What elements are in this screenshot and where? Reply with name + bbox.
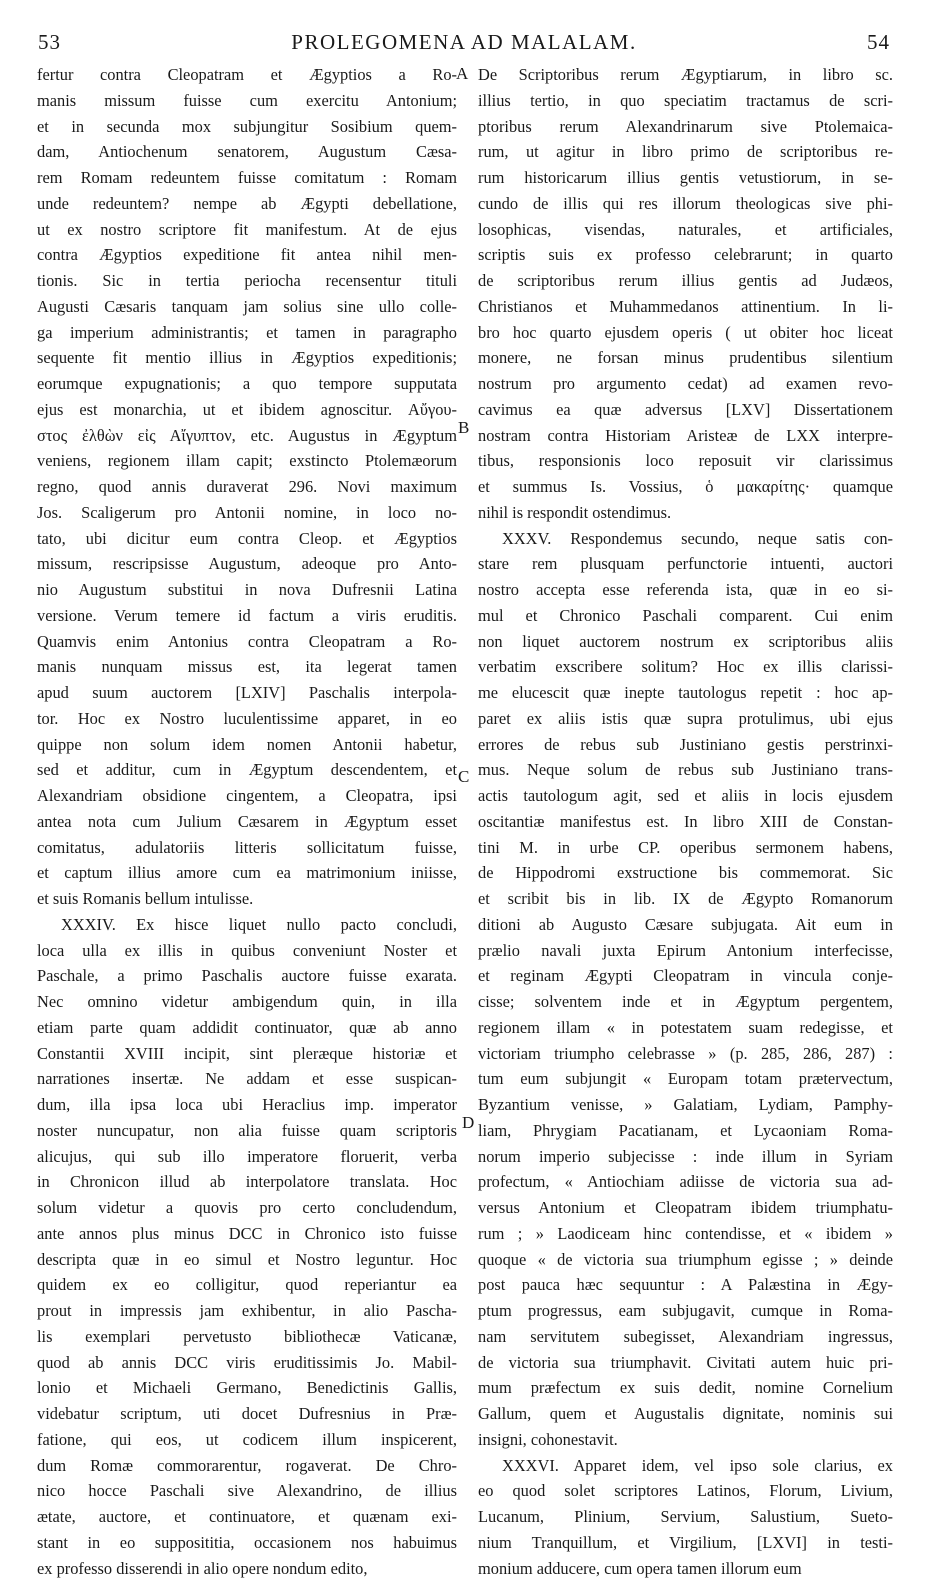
text-line: de scriptoribus rerum illius gentis ad Judæos, [478, 268, 893, 294]
text-line: dum, illa ipsa loca ubi Heraclius imp. imperator [37, 1092, 457, 1118]
text-line: nostro accepta esse referenda ista, quæ in eo si- [478, 577, 893, 603]
text-line: liam, Phrygiam Pacatianam, et Lycaoniam Roma- [478, 1118, 893, 1144]
right-page-number: 54 [867, 30, 890, 55]
text-line: regno, quod annis duraverat 296. Novi maximum [37, 474, 457, 500]
text-line: unde redeuntem? nempe ab Ægypti debellatione, [37, 191, 457, 217]
page-header [38, 30, 890, 60]
text-line: ejus est monarchia, ut et ibidem agnoscitur. Αὔγου- [37, 397, 457, 423]
text-line: comitatus, adulatoriis litteris sollicitatum fuisse, [37, 835, 457, 861]
section-marker-d: D [462, 1113, 474, 1133]
text-line: tum eum subjungit « Europam totam prætervectum, [478, 1066, 893, 1092]
text-line: bro hoc quarto ejusdem operis ( ut obiter hoc liceat [478, 320, 893, 346]
text-line: de Hippodromi exstructione bis commemorat. Sic [478, 860, 893, 886]
text-line: Nec omnino videtur ambigendum quin, in illa [37, 989, 457, 1015]
text-line: stant in eo supposititia, occasionem nos habuimus [37, 1530, 457, 1556]
section-marker-c: C [458, 767, 469, 787]
text-line: paret ex aliis istis quæ supra protulimus, ubi ejus [478, 706, 893, 732]
text-line: Quamvis enim Antonius contra Cleopatram a Ro- [37, 629, 457, 655]
left-page-number: 53 [38, 30, 61, 55]
text-line: ga imperium administrantis; et tamen in paragrapho [37, 320, 457, 346]
left-column [37, 62, 457, 1581]
text-line: illius tertio, in quo speciatim tractamus de scri- [478, 88, 893, 114]
text-line: rum historicarum illius gentis vetustiorum, in se- [478, 165, 893, 191]
text-line: norum imperio subjecisse : inde illum in Syriam [478, 1144, 893, 1170]
text-line: manis missum fuisse cum exercitu Antonium; [37, 88, 457, 114]
text-line: apud suum auctorem [LXIV] Paschalis interpola- [37, 680, 457, 706]
text-line: XXXIV. Ex hisce liquet nullo pacto concludi, [37, 912, 457, 938]
text-line: et suis Romanis bellum intulisse. [37, 886, 457, 912]
text-line: in Chronicon illud ab interpolatore translata. Hoc [37, 1169, 457, 1195]
text-line: tionis. Sic in tertia periocha recensentur tituli [37, 268, 457, 294]
text-line: scriptis suis ex professo celebrarunt; in quarto [478, 242, 893, 268]
text-line: et in secunda mox subjungitur Sosibium quem- [37, 114, 457, 140]
text-line: post pauca hæc sequuntur : A Palæstina in Ægy- [478, 1272, 893, 1298]
text-line: ditioni ab Augusto Cæsare subjugata. Ait eum in [478, 912, 893, 938]
text-line: Augusti Cæsaris tanquam jam solius sine ullo colle- [37, 294, 457, 320]
text-line: nostrum pro argumento cedat) ad examen revo- [478, 371, 893, 397]
text-line: mus. Neque solum de rebus sub Justiniano trans- [478, 757, 893, 783]
text-line: cavimus ea quæ adversus [LXV] Dissertationem [478, 397, 893, 423]
text-line: missum, rescripsisse Augustum, adeoque pro Anto- [37, 551, 457, 577]
text-line: quippe non solum idem nomen Antonii habetur, [37, 732, 457, 758]
text-line: eo quod solet scriptores Latinos, Florum, Livium, [478, 1478, 893, 1504]
text-line: stare rem plusquam perfunctorie intuenti, auctori [478, 551, 893, 577]
text-line: Paschale, a primo Paschalis auctore fuisse exarata. [37, 963, 457, 989]
text-line: mum præfectum ex suis dedit, nomine Cornelium [478, 1375, 893, 1401]
text-line: ætate, auctore, et continuatore, et quænam exi- [37, 1504, 457, 1530]
text-line: narrationes insertæ. Ne addam et esse suspican- [37, 1066, 457, 1092]
text-line: lonio et Michaeli Germano, Benedictinis Gallis, [37, 1375, 457, 1401]
text-line: noster nuncupatur, non alia fuisse quam scriptoris [37, 1118, 457, 1144]
text-line: verbatim exscribere solitum? Hoc ex illis clarissi- [478, 654, 893, 680]
text-line: alicujus, qui sub illo imperatore floruerit, verba [37, 1144, 457, 1170]
text-line: nio Augustum substitui in nova Dufresnii Latina [37, 577, 457, 603]
text-line: veniens, regionem illam capit; exstincto Ptolemæorum [37, 448, 457, 474]
text-line: prælio navali juxta Epirum Antonium interfecisse, [478, 938, 893, 964]
text-line: insigni, cohonestavit. [478, 1427, 893, 1453]
text-line: nium Tranquillum, et Virgilium, [LXVI] in testi- [478, 1530, 893, 1556]
text-line: cisse; solventem inde et in Ægyptum pergentem, [478, 989, 893, 1015]
text-line: ptum progressus, eam subjugavit, cumque in Roma- [478, 1298, 893, 1324]
text-line: et reginam Ægypti Cleopatram in vincula conje- [478, 963, 893, 989]
text-line: sed et additur, cum in Ægyptum descendentem, et [37, 757, 457, 783]
text-line: fertur contra Cleopatram et Ægyptios a Ro- [37, 62, 457, 88]
text-line: Constantii XVIII incipit, sint pleræque historiæ et [37, 1041, 457, 1067]
text-line: XXXVI. Apparet idem, vel ipso sole clarius, ex [478, 1453, 893, 1479]
text-line: victoriam triumpho celebrasse » (p. 285, 286, 287) : [478, 1041, 893, 1067]
text-line: tor. Hoc ex Nostro luculentissime apparet, in eo [37, 706, 457, 732]
text-line: dam, Antiochenum senatorem, Augustum Cæsa- [37, 139, 457, 165]
running-title: PROLEGOMENA AD MALALAM. [38, 30, 890, 55]
text-line: rum, ut agitur in libro primo de scriptoribus re- [478, 139, 893, 165]
text-line: et summus Is. Vossius, ὁ μακαρίτης· quamque [478, 474, 893, 500]
text-line: de victoria sua triumphavit. Civitati autem huic pri- [478, 1350, 893, 1376]
text-line: mul et Chronico Paschali comparent. Cui enim [478, 603, 893, 629]
text-line: De Scriptoribus rerum Ægyptiarum, in libro sc. [478, 62, 893, 88]
text-line: στος ἐλθὼν εἰς Αἴγυπτον, etc. Augustus in Ægyptum [37, 423, 457, 449]
section-marker-a: A [456, 64, 468, 84]
text-line: versione. Verum temere id factum a viris eruditis. [37, 603, 457, 629]
text-line: tato, ubi dicitur eum contra Cleop. et Ægyptios [37, 526, 457, 552]
text-line: Byzantium venisse, » Galatiam, Lydiam, Pamphy- [478, 1092, 893, 1118]
text-line: fatione, qui eos, ut codicem illum inspicerent, [37, 1427, 457, 1453]
text-line: monium adducere, cum opera tamen illorum eum [478, 1556, 893, 1581]
text-line: antea nota cum Julium Cæsarem in Ægyptum esset [37, 809, 457, 835]
text-line: loca ulla ex illis in quibus conveniunt Noster et [37, 938, 457, 964]
text-line: rum ; » Laodiceam hinc contendisse, et « ibidem » [478, 1221, 893, 1247]
text-line: Christianos et Muhammedanos attinentium. In li- [478, 294, 893, 320]
text-line: Lucanum, Plinium, Servium, Salustium, Sueto- [478, 1504, 893, 1530]
text-line: tibus, responsionis loco reposuit vir clarissimus [478, 448, 893, 474]
text-line: ptoribus rerum Alexandrinarum sive Ptolemaica- [478, 114, 893, 140]
text-line: et scribit bis in lib. IX de Ægypto Romanorum [478, 886, 893, 912]
text-line: quod ab annis DCC viris eruditissimis Jo. Mabil- [37, 1350, 457, 1376]
text-line: losophicas, visendas, naturales, et artificiales, [478, 217, 893, 243]
text-line: monere, ne forsan minus prudentibus silentium [478, 345, 893, 371]
text-line: ut ex nostro scriptore fit manifestum. At de ejus [37, 217, 457, 243]
text-line: contra Ægyptios expeditione fit antea nihil men- [37, 242, 457, 268]
text-line: quidem ex eo colligitur, quod reperiantur ea [37, 1272, 457, 1298]
text-line: manis nunquam missus est, ita legerat tamen [37, 654, 457, 680]
text-line: regionem illam « in potestatem suam redegisse, et [478, 1015, 893, 1041]
text-line: non liquet auctorem nostrum ex scriptoribus aliis [478, 629, 893, 655]
text-line: solum videtur a quovis pro certo concludendum, [37, 1195, 457, 1221]
text-line: actis tautologum agit, sed et aliis in locis ejusdem [478, 783, 893, 809]
text-line: Gallum, quem et Augustalis dignitate, nominis sui [478, 1401, 893, 1427]
text-line: rem Romam redeuntem fuisse comitatum : Romam [37, 165, 457, 191]
text-line: profectum, « Antiochiam adiisse de victoria sua ad- [478, 1169, 893, 1195]
text-line: nostram contra Historiam Aristeæ de LXX interpre- [478, 423, 893, 449]
text-line: oscitantiæ manifestus est. In libro XIII de Constan- [478, 809, 893, 835]
text-line: sequente fit mentio illius in Ægyptios expeditionis; [37, 345, 457, 371]
text-line: me elucescit quæ inepte tautologus repetit : hoc ap- [478, 680, 893, 706]
text-line: Jos. Scaligerum pro Antonii nomine, in loco no- [37, 500, 457, 526]
text-line: eorumque expugnationis; a quo tempore supputata [37, 371, 457, 397]
right-column [478, 62, 893, 1581]
text-line: nihil is respondit ostendimus. [478, 500, 893, 526]
text-line: Alexandriam obsidione cingentem, a Cleopatra, ipsi [37, 783, 457, 809]
text-line: lis exemplari pervetusto bibliothecæ Vaticanæ, [37, 1324, 457, 1350]
text-line: et captum illius amore cum ea matrimonium iniisse, [37, 860, 457, 886]
text-line: versus Antonium et Cleopatram ibidem triumphatu- [478, 1195, 893, 1221]
text-line: etiam parte quam addidit continuator, quæ ab anno [37, 1015, 457, 1041]
text-line: XXXV. Respondemus secundo, neque satis con- [478, 526, 893, 552]
text-line: descripta quæ in eo simul et Nostro leguntur. Hoc [37, 1247, 457, 1273]
text-line: ante annos plus minus DCC in Chronico isto fuisse [37, 1221, 457, 1247]
section-marker-b: B [458, 418, 469, 438]
text-line: tini M. in urbe CP. operibus sermonem habens, [478, 835, 893, 861]
text-line: prout in impressis jam exhibentur, in alio Pascha- [37, 1298, 457, 1324]
text-line: cundo de illis qui res illorum theologicas sive phi- [478, 191, 893, 217]
text-line: quoque « de victoria sua triumphum egisse ; » deinde [478, 1247, 893, 1273]
text-line: dum Romæ commorarentur, rogaverat. De Chro- [37, 1453, 457, 1479]
text-line: nico hocce Paschali sive Alexandrino, de illius [37, 1478, 457, 1504]
text-line: errores de rebus sub Justiniano gestis perstrinxi- [478, 732, 893, 758]
text-line: ex professo disserendi in alio opere nondum edito, [37, 1556, 457, 1581]
text-line: nam servitutem subegisset, Alexandriam ingressus, [478, 1324, 893, 1350]
text-line: videbatur scriptum, uti docet Dufresnius in Præ- [37, 1401, 457, 1427]
